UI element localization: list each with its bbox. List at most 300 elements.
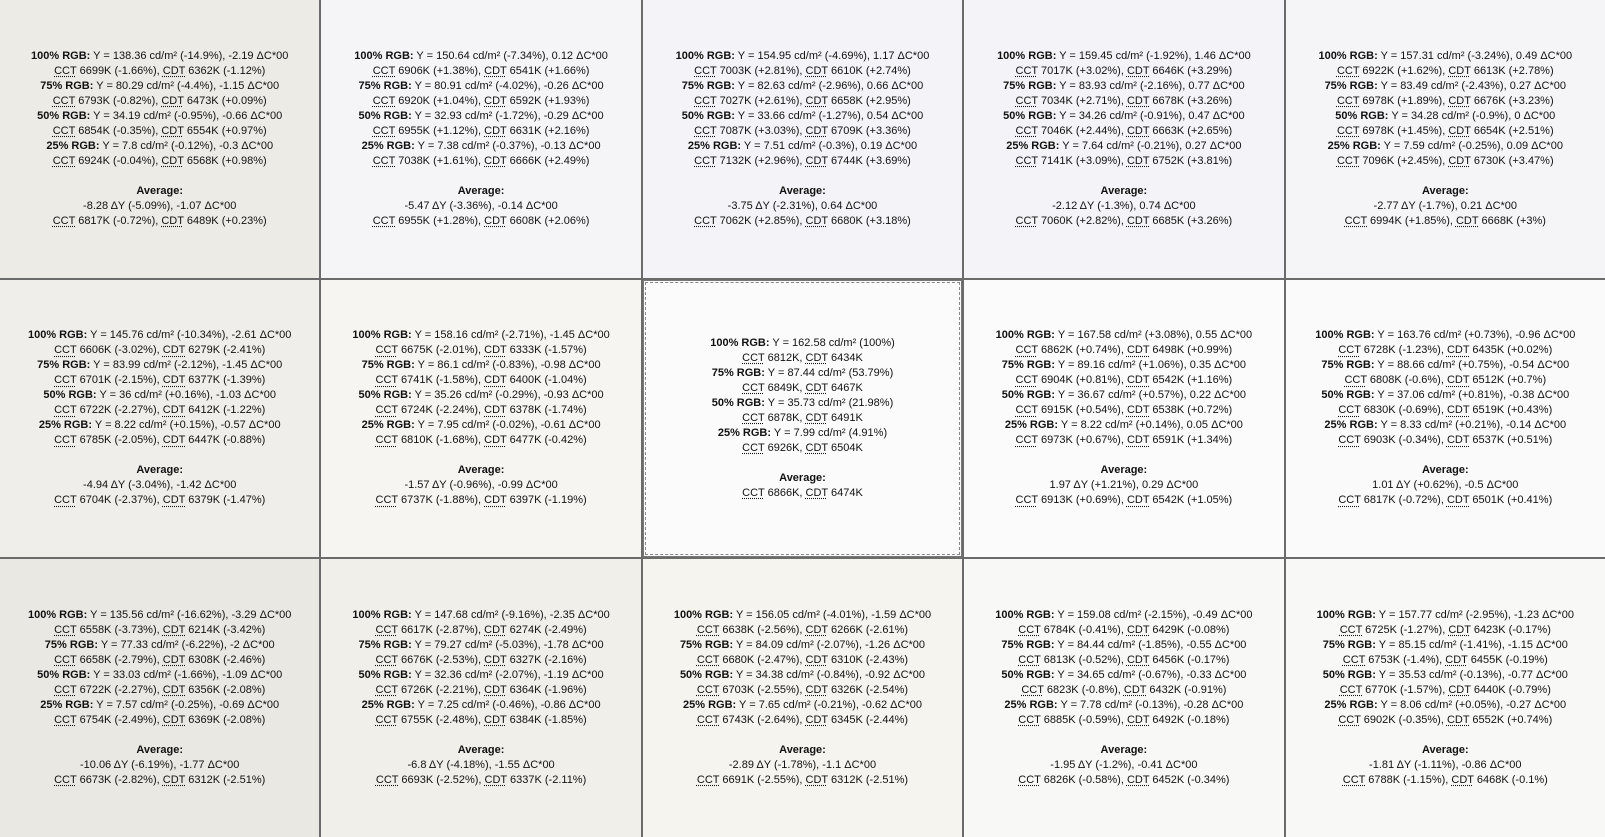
color-temp-line [1343,653,1548,668]
cct-value: 6862K (+0.74%), [1037,344,1127,357]
luminance-value: Y = 83.49 cd/m² (-2.43%), 0.27 ΔC*00 [1377,79,1566,92]
cdt-label: CDT [161,124,184,137]
cdt-value: 6654K (+2.51%) [1470,124,1554,137]
color-temp-line [373,64,590,79]
luminance-value: Y = 35.73 cd/m² (21.98%) [764,396,894,409]
measurement-cell [321,280,640,558]
average-delta-line: -1.95 ΔY (-1.2%), -0.41 ΔC*00 [1050,759,1198,772]
luminance-line [1005,418,1243,433]
cdt-value: 6274K (-2.49%) [506,624,587,637]
cdt-value: 6397K (-1.19%) [506,494,587,507]
color-temp-line [373,154,590,169]
average-heading: Average: [779,744,826,757]
cct-label: CCT [52,214,76,227]
cdt-label: CDT [484,434,507,447]
luminance-line [682,79,923,94]
average-heading: Average: [779,184,826,197]
cdt-value: 6467K [827,381,863,394]
cdt-label: CDT [805,774,828,787]
average-temp-line [1345,214,1546,229]
color-temp-line [376,433,587,448]
luminance-line [43,388,276,403]
cct-label: CCT [54,374,77,387]
cct-label: CCT [1336,154,1360,167]
luminance-line [1324,418,1566,433]
cct-value: 6812K, [764,351,806,364]
cct-value: 6704K (-2.37%), [76,494,163,507]
rgb-level-label: 75% RGB: [681,79,735,92]
cdt-label: CDT [805,684,828,697]
measurement-cell [321,559,640,837]
cdt-value: 6498K (+0.99%) [1149,344,1233,357]
luminance-value: Y = 147.68 cd/m² (-9.16%), -2.35 ΔC*00 [411,609,610,622]
color-temp-line [1337,154,1554,169]
cct-value: 6673K (-2.82%), [76,774,163,787]
luminance-line [362,698,601,713]
luminance-value: Y = 84.44 cd/m² (-1.85%), -0.55 ΔC*00 [1054,639,1247,652]
cdt-value: 6663K (+2.65%) [1149,124,1233,137]
cdt-label: CDT [1446,374,1470,387]
rgb-level-label: 75% RGB: [711,366,765,379]
cdt-label: CDT [1126,624,1150,637]
cdt-value: 6568K (+0.98%) [183,154,267,167]
luminance-line [40,698,279,713]
cct-value: 7017K (+3.02%), [1037,64,1127,77]
luminance-value: Y = 80.91 cd/m² (-4.02%), -0.26 ΔC*00 [411,79,604,92]
cdt-value: 6666K (+2.49%) [506,154,590,167]
cct-value: 6978K (+1.89%), [1359,94,1449,107]
cdt-label: CDT [1446,344,1470,357]
rgb-level-label: 75% RGB: [40,79,94,92]
color-temp-line [54,64,265,79]
luminance-line [40,79,279,94]
cct-value: 6617K (-2.87%), [397,624,485,637]
cdt-value: 6452K (-0.34%) [1149,774,1230,787]
cdt-label: CDT [1126,494,1150,507]
luminance-line [996,328,1252,343]
luminance-value: Y = 138.36 cd/m² (-14.9%), -2.19 ΔC*00 [90,49,289,62]
luminance-value: Y = 34.26 cd/m² (-0.91%), 0.47 ΔC*00 [1056,109,1245,122]
average-heading: Average: [457,184,505,197]
average-delta-line: -5.47 ΔY (-3.36%), -0.14 ΔC*00 [404,199,558,212]
average-temp-line [376,493,587,508]
cdt-label: CDT [1448,94,1471,107]
measurement-cell [643,0,962,278]
luminance-value: Y = 83.99 cd/m² (-2.12%), -1.45 ΔC*00 [90,359,283,372]
average-temp-line [697,773,908,788]
luminance-value: Y = 86.1 cd/m² (-0.83%), -0.98 ΔC*00 [414,359,601,372]
luminance-value: Y = 34.28 cd/m² (-0.9%), 0 ΔC*00 [1388,109,1556,122]
average-temp-line [376,773,586,788]
cdt-label: CDT [1126,124,1150,137]
cct-label: CCT [52,124,76,137]
cct-value: 6830K (-0.69%), [1360,404,1447,417]
cct-label: CCT [372,124,396,137]
cdt-label: CDT [162,494,186,507]
cct-value: 6808K (-0.6%), [1366,374,1447,387]
color-temp-line [376,343,587,358]
cdt-label: CDT [1126,94,1150,107]
cdt-value: 6400K (-1.04%) [506,374,587,387]
cdt-value: 6423K (-0.17%) [1470,624,1551,637]
cct-label: CCT [1021,684,1044,697]
cct-label: CCT [694,214,717,227]
cct-value: 6823K (-0.8%), [1043,684,1124,697]
cct-label: CCT [694,124,717,137]
rgb-level-label: 25% RGB: [683,699,737,712]
rgb-level-label: 25% RGB: [1327,139,1381,152]
cct-value: 6922K (+1.62%), [1359,64,1449,77]
rgb-level-label: 50% RGB: [358,669,412,682]
measurement-cell [0,280,319,558]
cdt-value: 6455K (-0.19%) [1467,654,1548,667]
luminance-value: Y = 156.05 cd/m² (-4.01%), -1.59 ΔC*00 [733,609,932,622]
cct-value: 6638K (-2.56%), [719,624,806,637]
average-delta-line: -3.75 ΔY (-2.31%), 0.64 ΔC*00 [727,199,878,212]
average-delta-line: -6.8 ΔY (-4.18%), -1.55 ΔC*00 [407,759,555,772]
color-temp-line [697,683,908,698]
cct-value: 6693K (-2.52%), [398,774,485,787]
cct-value: 6675K (-2.01%), [397,344,485,357]
cdt-label: CDT [805,381,828,394]
cct-label: CCT [1015,404,1038,417]
cdt-value: 6554K (+0.97%) [183,124,267,137]
luminance-value: Y = 7.64 cd/m² (-0.21%), 0.27 ΔC*00 [1059,139,1242,152]
cdt-label: CDT [1446,404,1470,417]
rgb-level-label: 50% RGB: [1322,669,1376,682]
luminance-value: Y = 157.31 cd/m² (-3.24%), 0.49 ΔC*00 [1377,49,1573,62]
cct-label: CCT [1015,434,1038,447]
cct-value: 6722K (-2.27%), [76,684,163,697]
measurement-cell [0,0,319,278]
luminance-line [359,668,604,683]
luminance-value: Y = 87.44 cd/m² (53.79%) [764,366,894,379]
cct-value: 6701K (-2.15%), [76,374,163,387]
cct-value: 7038K (+1.61%), [395,154,485,167]
cct-value: 6743K (-2.64%), [719,714,806,727]
luminance-line [1001,638,1246,653]
luminance-value: Y = 83.93 cd/m² (-2.16%), 0.77 ΔC*00 [1056,79,1245,92]
cdt-value: 6440K (-0.79%) [1470,684,1551,697]
cdt-label: CDT [1448,124,1471,137]
cct-value: 6728K (-1.23%), [1360,344,1447,357]
luminance-line [1006,139,1241,154]
cdt-value: 6744K (+3.69%) [827,154,911,167]
rgb-level-label: 25% RGB: [1324,419,1378,432]
cdt-value: 6631K (+2.16%) [506,124,590,137]
luminance-value: Y = 7.38 cd/m² (-0.37%), -0.13 ΔC*00 [414,139,601,152]
cct-value: 6915K (+0.54%), [1037,404,1127,417]
cct-label: CCT [375,774,399,787]
cdt-value: 6435K (+0.02%) [1469,344,1553,357]
luminance-line [39,418,281,433]
cct-label: CCT [1018,714,1041,727]
luminance-line [45,638,275,653]
cct-value: 6658K (-2.79%), [76,654,163,667]
cdt-label: CDT [162,624,186,637]
cdt-value: 6312K (-2.51%) [185,774,266,787]
luminance-value: Y = 7.25 cd/m² (-0.46%), -0.86 ΔC*00 [414,699,601,712]
cct-label: CCT [1338,494,1361,507]
color-temp-line [697,623,908,638]
luminance-value: Y = 7.65 cd/m² (-0.21%), -0.62 ΔC*00 [736,699,922,712]
cct-label: CCT [696,714,720,727]
cdt-value: 6473K (+0.09%) [183,94,267,107]
cct-label: CCT [1015,154,1038,167]
cdt-value: 6333K (-1.57%) [506,344,587,357]
average-heading: Average: [1421,464,1469,477]
cdt-label: CDT [484,684,507,697]
cdt-value: 6512K (+0.7%) [1469,374,1547,387]
color-temp-line [742,411,863,426]
color-temp-line [1018,713,1229,728]
color-temp-line [54,653,265,668]
rgb-level-label: 100% RGB: [673,609,734,622]
cct-value: 6741K (-1.58%), [397,374,485,387]
cct-value: 6810K (-1.68%), [397,434,485,447]
rgb-level-label: 25% RGB: [40,699,94,712]
average-heading: Average: [457,464,505,477]
luminance-line [1003,79,1244,94]
luminance-line [352,328,609,343]
cct-label: CCT [54,344,77,357]
rgb-level-label: 25% RGB: [1004,419,1059,432]
cct-value: 7046K (+2.44%), [1037,124,1127,137]
luminance-line [362,418,601,433]
cct-label: CCT [372,64,396,77]
cdt-value: 6608K (+2.06%) [506,214,590,227]
cdt-value: 6312K (-2.51%) [827,774,909,787]
cdt-value: 6541K (+1.66%) [506,64,590,77]
luminance-value: Y = 8.22 cd/m² (+0.14%), 0.05 ΔC*00 [1058,419,1243,432]
cct-value: 7003K (+2.81%), [716,64,806,77]
measurement-cell [321,0,640,278]
cct-label: CCT [1015,494,1038,507]
average-temp-line [54,773,265,788]
reference-cell [643,280,962,558]
average-heading: Average: [779,471,826,484]
cct-value: 6849K, [764,381,806,394]
cdt-value: 6676K (+3.23%) [1470,94,1554,107]
color-temp-line [1021,683,1226,698]
cdt-label: CDT [1448,624,1471,637]
cct-value: 6793K (-0.82%), [75,94,162,107]
color-temp-line [1016,373,1233,388]
cdt-label: CDT [1448,154,1471,167]
measurement-cell [964,280,1283,558]
luminance-value: Y = 32.36 cd/m² (-2.07%), -1.19 ΔC*00 [411,669,604,682]
average-heading: Average: [1100,464,1148,477]
rgb-level-label: 75% RGB: [1322,639,1376,652]
luminance-value: Y = 135.56 cd/m² (-16.62%), -3.29 ΔC*00 [87,609,292,622]
cdt-label: CDT [1126,214,1150,227]
cct-value: 6994K (+1.85%), [1367,214,1456,227]
luminance-line [1323,638,1568,653]
luminance-value: Y = 36.67 cd/m² (+0.57%), 0.22 ΔC*00 [1054,389,1246,402]
cdt-value: 6613K (+2.78%) [1470,64,1554,77]
cct-label: CCT [54,624,77,637]
color-temp-line [54,433,265,448]
cdt-label: CDT [805,351,828,364]
cdt-label: CDT [805,441,828,454]
rgb-level-label: 75% RGB: [1321,359,1375,372]
rgb-level-label: 50% RGB: [1001,669,1055,682]
average-temp-line [694,214,911,229]
average-delta-line: -2.77 ΔY (-1.7%), 0.21 ΔC*00 [1373,199,1518,212]
luminance-line [359,388,604,403]
cdt-value: 6447K (-0.88%) [185,434,266,447]
cdt-label: CDT [484,494,507,507]
luminance-line [359,79,604,94]
average-delta-line: -10.06 ΔY (-6.19%), -1.77 ΔC*00 [79,759,240,772]
cdt-value: 6279K (-2.41%) [185,344,266,357]
cct-value: 6926K, [764,441,806,454]
luminance-line [997,49,1251,64]
luminance-value: Y = 37.06 cd/m² (+0.81%), -0.38 ΔC*00 [1374,389,1570,402]
average-delta-line: -2.12 ΔY (-1.3%), 0.74 ΔC*00 [1052,199,1196,212]
cct-label: CCT [375,494,398,507]
rgb-level-label: 75% RGB: [358,639,412,652]
cdt-label: CDT [1451,774,1474,787]
color-temp-line [742,351,863,366]
luminance-line [674,608,931,623]
cct-value: 6784K (-0.41%), [1040,624,1127,637]
luminance-value: Y = 88.66 cd/m² (+0.75%), -0.54 ΔC*00 [1374,359,1570,372]
cct-label: CCT [375,344,398,357]
cct-value: 6691K (-2.55%), [719,774,806,787]
cdt-value: 6752K (+3.81%) [1149,154,1233,167]
cct-value: 6722K (-2.27%), [76,404,163,417]
color-temp-line [1016,343,1233,358]
cct-label: CCT [1338,434,1361,447]
luminance-line [680,638,925,653]
cdt-value: 6592K (+1.93%) [506,94,590,107]
cdt-value: 6537K (+0.51%) [1469,434,1553,447]
cct-label: CCT [1015,94,1038,107]
luminance-value: Y = 84.09 cd/m² (-2.07%), -1.26 ΔC*00 [733,639,926,652]
cct-label: CCT [372,94,396,107]
average-heading: Average: [1421,744,1469,757]
rgb-level-label: 25% RGB: [361,139,415,152]
cdt-label: CDT [805,624,828,637]
color-temp-line [376,373,587,388]
rgb-level-label: 75% RGB: [1324,79,1378,92]
cdt-value: 6378K (-1.74%) [506,404,587,417]
average-temp-line [53,214,267,229]
average-temp-line [1016,214,1233,229]
cct-label: CCT [1015,344,1038,357]
cct-label: CCT [1336,64,1360,77]
cdt-label: CDT [484,774,507,787]
cct-label: CCT [696,624,720,637]
cct-label: CCT [1336,124,1360,137]
cct-value: 6703K (-2.55%), [719,684,806,697]
cct-value: 6724K (-2.24%), [397,404,485,417]
luminance-value: Y = 162.58 cd/m² (100%) [769,336,895,349]
cct-label: CCT [742,381,765,394]
luminance-value: Y = 154.95 cd/m² (-4.69%), 1.17 ΔC*00 [734,49,930,62]
luminance-value: Y = 159.08 cd/m² (-2.15%), -0.49 ΔC*00 [1054,609,1253,622]
cdt-label: CDT [1446,714,1470,727]
luminance-line [352,608,609,623]
cct-label: CCT [1342,774,1366,787]
luminance-value: Y = 35.26 cd/m² (-0.29%), -0.93 ΔC*00 [411,389,604,402]
cct-value: 6885K (-0.59%), [1040,714,1127,727]
cct-value: 6813K (-0.52%), [1040,654,1127,667]
average-heading: Average: [136,744,184,757]
rgb-level-label: 25% RGB: [1004,699,1058,712]
rgb-level-label: 100% RGB: [995,609,1055,622]
cct-value: 6866K, [764,486,806,499]
cdt-label: CDT [484,654,507,667]
cct-value: 6676K (-2.53%), [397,654,485,667]
cct-value: 6920K (+1.04%), [395,94,485,107]
luminance-line [359,638,604,653]
cct-value: 6785K (-2.05%), [76,434,163,447]
cdt-value: 6477K (-0.42%) [506,434,587,447]
cdt-value: 6668K (+3%) [1478,214,1546,227]
cdt-value: 6310K (-2.43%) [827,654,909,667]
rgb-level-label: 100% RGB: [1318,49,1378,62]
cdt-label: CDT [162,64,186,77]
rgb-level-label: 100% RGB: [354,49,414,62]
color-temp-line [1344,373,1546,388]
color-temp-line [376,683,587,698]
measurement-cell [964,0,1283,278]
luminance-value: Y = 167.58 cd/m² (+3.08%), 0.55 ΔC*00 [1054,329,1253,342]
cdt-label: CDT [162,714,186,727]
luminance-value: Y = 35.53 cd/m² (-0.13%), -0.77 ΔC*00 [1375,669,1568,682]
rgb-level-label: 50% RGB: [358,389,412,402]
cdt-value: 6364K (-1.96%) [506,684,587,697]
color-temp-line [694,124,911,139]
cct-label: CCT [52,154,76,167]
cct-label: CCT [694,94,717,107]
cdt-value: 6646K (+3.29%) [1149,64,1233,77]
luminance-line [1321,388,1569,403]
cct-label: CCT [696,774,720,787]
luminance-value: Y = 7.78 cd/m² (-0.13%), -0.28 ΔC*00 [1057,699,1244,712]
color-temp-line [376,623,587,638]
luminance-line [1315,328,1575,343]
rgb-level-label: 25% RGB: [361,419,415,432]
cdt-value: 6308K (-2.46%) [185,654,266,667]
cct-label: CCT [1342,654,1366,667]
cct-value: 6737K (-1.88%), [397,494,485,507]
average-heading: Average: [1100,744,1148,757]
cct-value: 6726K (-2.21%), [397,684,485,697]
luminance-line [362,139,601,154]
rgb-level-label: 100% RGB: [1315,329,1375,342]
luminance-value: Y = 7.57 cd/m² (-0.25%), -0.69 ΔC*00 [93,699,280,712]
color-temp-line [742,441,863,456]
color-temp-line [1338,433,1552,448]
average-temp-line [1016,493,1233,508]
cdt-label: CDT [484,124,507,137]
cct-label: CCT [54,684,77,697]
rgb-level-label: 50% RGB: [679,669,734,682]
cdt-value: 6542K (+1.16%) [1149,374,1233,387]
cct-label: CCT [742,486,765,499]
average-temp-line [373,214,590,229]
cdt-label: CDT [805,124,828,137]
cct-value: 6725K (-1.27%), [1362,624,1449,637]
luminance-value: Y = 159.45 cd/m² (-1.92%), 1.46 ΔC*00 [1056,49,1251,62]
cdt-value: 6432K (-0.91%) [1146,684,1227,697]
cdt-label: CDT [805,486,828,499]
cdt-label: CDT [1126,714,1150,727]
cct-value: 6753K (-1.4%), [1365,654,1446,667]
